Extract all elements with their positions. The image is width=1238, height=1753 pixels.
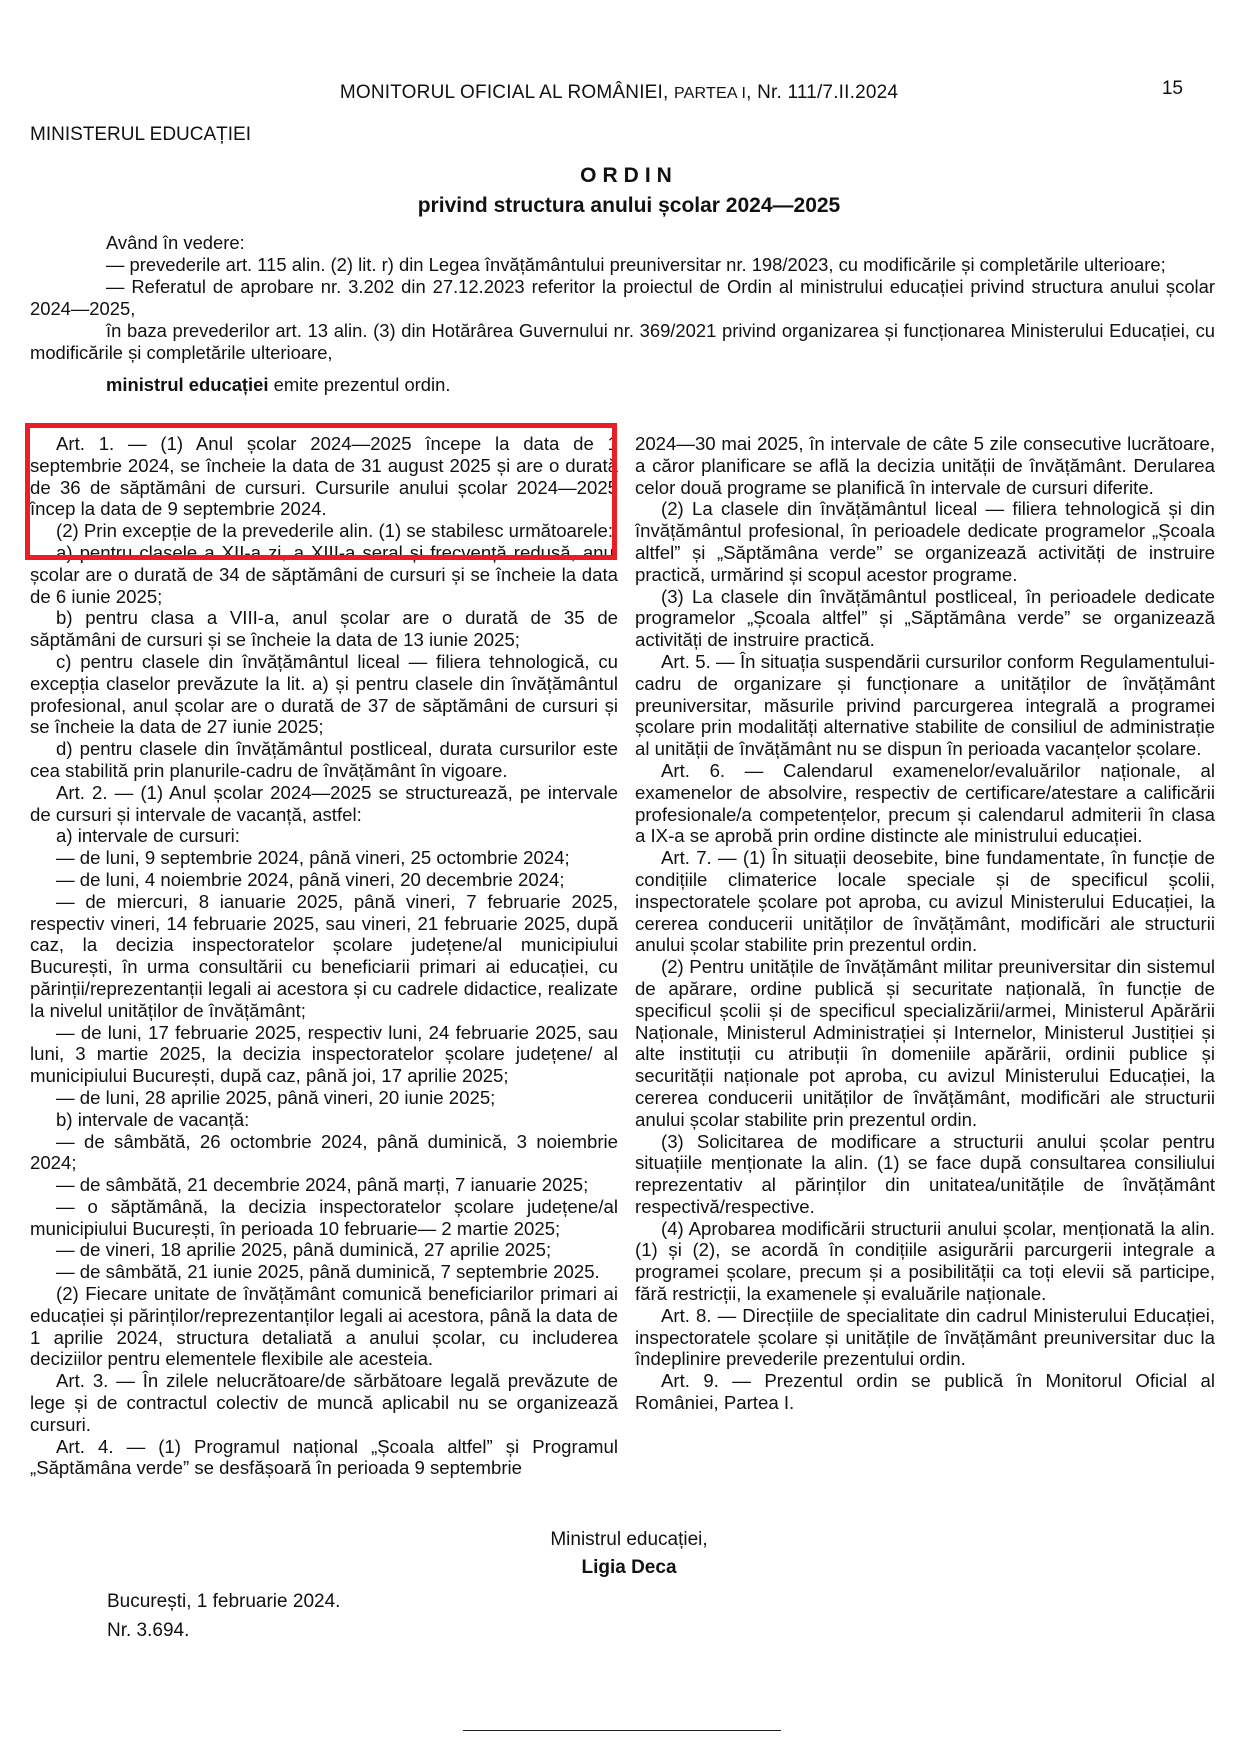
gazette-issue: , Nr. 111/7.II.2024 [746,82,899,103]
paragraph: (4) Aprobarea modificării structurii anului școlar, menționată la alin. (1) și (2), se acordă în condițiile asigurării parcurgerii integrale a programei școlare, precum și a posibilității ca toți elevii să participe, fără restricții, la examenele și evaluările naționale. [635,1217,1215,1305]
paragraph: d) pentru clasele din învățământul postliceal, durata cursurilor este cea stabilită prin planurile-cadru de învățământ în vigoare. [30,738,618,781]
paragraph: Art. 5. — În situația suspendării cursurilor conform Regulamentului-cadru de organizare și funcționare a unităților de învățământ preuniversitar, măsurile privind parcurgerea integrală a programei școlare prin modalități alternative stabilite de consiliul de administrație al unității de învățământ nu se dispun în perioada vacanțelor școlare. [635,650,1215,760]
gazette-title: MONITORUL OFICIAL AL ROMÂNIEI, [339,82,674,103]
paragraph: b) pentru clasa a VIII-a, anul școlar are o durată de 35 de săptămâni de cursuri și se încheie la data de 13 iunie 2025; [30,607,618,651]
paragraph: Art. 7. — (1) În situații deosebite, bine fundamentate, în funcție de condițiile climaterice locale speciale și de specificul școlii, inspectoratele școlare pot aproba, cu avizul Ministerului Educației, la cererea conducerii unităților de învățământ, modificări ale structurii anului școlar stabilite prin prezentul ordin. [635,847,1215,956]
signatory-role: Ministrul educației, [550,1529,708,1550]
paragraph: Art. 3. — În zilele nelucrătoare/de sărbătoare legală prevăzute de lege și de contractul colectiv de muncă aplicabil nu se organizează cursuri. [30,1370,618,1435]
place-date: București, 1 februarie 2024. [107,1591,341,1612]
paragraph: b) intervale de vacanță: [56,1108,250,1130]
paragraph: (2) Pentru unitățile de învățământ militar preuniversitar din sistemul de apărare, ordine publică și securitate națională, în funcție de specificul școlii și de specificul specializării/armei, Ministerul Apărării Naționale, Ministerul Administrației și Internelor, Ministerul Justiției și alte instituții cu atribuții în domeniile apărării, ordinii publice și securității naționale pot aproba, cu avizul Ministerului Educației, la cererea conducerii unităților de învățământ, modificări ale structurii anului școlar stabilite prin prezentul ordin. [635,956,1215,1130]
document-title: ORDIN [580,164,678,187]
document-subtitle: privind structura anului școlar 2024—2025 [417,194,841,217]
preamble-item: — prevederile art. 115 alin. (2) lit. r) din Legea învățământului preuniversitar nr. 198/2023, cu modificările și completările ulterioare; [106,254,1166,275]
preamble [30,232,1215,396]
paragraph: Art. 1. — (1) Anul școlar 2024—2025 începe la data de 1 septembrie 2024, se încheie la data de 31 august 2025 și are o durată de 36 de săptămâni de cursuri. Cursurile anului școlar 2024—2025 încep la data de 9 septembrie 2024. [30,433,618,520]
gazette-part: PARTEA I [674,85,747,102]
paragraph: — de sâmbătă, 26 octombrie 2024, până duminică, 3 noiembrie 2024; [30,1130,618,1174]
minister-bold: ministrul educației [106,374,269,395]
paragraph: (2) La clasele din învățământul liceal — filiera tehnologică și din învățământul profesional, în perioadele dedicate programelor „Școala altfel” și „Săptămâna verde” se organizează activități de instruire practică, urmărind și scopul acestor programe. [635,498,1215,585]
page-number: 15 [1161,78,1183,99]
paragraph: Art. 8. — Direcțiile de specialitate din cadrul Ministerului Educației, inspectoratele școlare și unitățile de învățământ preuniversitar duc la îndeplinire prevederile prezentului ordin. [635,1304,1215,1370]
signatory-name: Ligia Deca [581,1557,677,1578]
paragraph: — de luni, 9 septembrie 2024, până vineri, 25 octombrie 2024; [56,847,570,869]
paragraph: c) pentru clasele din învățământul liceal — filiera tehnologică, cu excepția claselor prevăzute la lit. a) și pentru clasele din învățământul profesional, anul școlar are o durată de 37 de săptămâni de cursuri și se încheie la data de 27 iunie 2025; [30,650,618,738]
paragraph: Art. 4. — (1) Programul național „Școala altfel” și Programul „Săptămâna verde” se desfășoară în perioada 9 septembrie [30,1435,618,1479]
preamble-emit [30,374,1215,396]
paragraph: a) intervale de cursuri: [56,825,240,847]
preamble-item: — Referatul de aprobare nr. 3.202 din 27.12.2023 referitor la proiectul de Ordin al ministrului educației privind structura anului școlar 2024—2025, [30,276,1215,319]
left-column [30,433,618,1479]
signature-block [0,1526,1238,1582]
paragraph: — de sâmbătă, 21 iunie 2025, până duminică, 7 septembrie 2025. [56,1261,600,1283]
paragraph: (3) Solicitarea de modificare a structurii anului școlar pentru situațiile menționate la alin. (1) se face după consultarea consiliului reprezentativ al părinților din unitatea/unitățile de învățământ respectivă/respective. [635,1130,1215,1217]
preamble-item: în baza prevederilor art. 13 alin. (3) din Hotărârea Guvernului nr. 369/2021 privind organizarea și funcționarea Ministerului Educației, cu modificările și completările ulterioare, [30,320,1215,363]
paragraph: Art. 2. — (1) Anul școlar 2024—2025 se structurează, pe intervale de cursuri și intervale de vacanță, astfel: [30,781,618,825]
paragraph: — de sâmbătă, 21 decembrie 2024, până marți, 7 ianuarie 2025; [56,1174,589,1196]
paragraph: — de miercuri, 8 ianuarie 2025, până vineri, 7 februarie 2025, respectiv vineri, 14 februarie 2025, sau vineri, 21 februarie 2025, după caz, la decizia inspectoratelor școlare județene/al municipiului București, în urma consultării cu beneficiarii primari ai educației, cu părinții/reprezentanții legali ai acestora și cu cadrele didactice, realizate la nivelul unităților de învățământ; [30,890,618,1021]
paragraph: Art. 9. — Prezentul ordin se publică în Monitorul Oficial al României, Partea I. [635,1370,1215,1414]
paragraph: (3) La clasele din învățământul postliceal, în perioadele dedicate programelor „Școala altfel” și „Săptămâna verde” se organizează activități de instruire practică. [635,585,1215,651]
footer-divider [463,1730,781,1731]
highlight-box [25,423,617,560]
order-number: Nr. 3.694. [107,1620,190,1641]
right-column [635,433,1215,1414]
paragraph: 2024—30 mai 2025, în intervale de câte 5 zile consecutive lucrătoare, a căror planificare se află la decizia unității de învățământ. Derularea celor două programe se planifică în intervale de cursuri diferite. [635,433,1215,498]
paragraph: — de luni, 28 aprilie 2025, până vineri, 20 iunie 2025; [56,1086,496,1108]
gazette-header [0,82,1238,104]
paragraph: Art. 6. — Calendarul examenelor/evaluărilor naționale, al examenelor de absolvire, respectiv de certificare/atestare a calificării profesionale/a competențelor, precum și calendarul admiterii în clasa a IX-a se aprobă prin ordine distincte ale ministrului educației. [635,759,1215,847]
paragraph: a) pentru clasele a XII-a zi, a XIII-a seral și frecvență redusă, anul școlar are o durată de 34 de săptămâni de cursuri și se încheie la data de 6 iunie 2025; [30,541,618,607]
place-date-block [107,1587,340,1645]
paragraph: — de vineri, 18 aprilie 2025, până duminică, 27 aprilie 2025; [56,1239,552,1261]
issuing-ministry: MINISTERUL EDUCAȚIEI [30,124,251,145]
emit-text: emite prezentul ordin. [268,374,451,395]
paragraph: — o săptămână, la decizia inspectoratelor școlare județene/al municipiului București, în perioada 10 februarie— 2 martie 2025; [30,1195,618,1239]
paragraph: (2) Prin excepție de la prevederile alin. (1) se stabilesc următoarele: [56,520,614,542]
paragraph: — de luni, 4 noiembrie 2024, până vineri, 20 decembrie 2024; [56,868,565,890]
paragraph: — de luni, 17 februarie 2025, respectiv luni, 24 februarie 2025, sau luni, 3 martie 2025, la decizia inspectoratelor școlare județene/ al municipiului București, după caz, până joi, 17 aprilie 2025; [30,1021,618,1087]
preamble-intro: Având în vedere: [106,232,245,253]
paragraph: (2) Fiecare unitate de învățământ comunică beneficiarilor primari ai educației și părinților/reprezentanților legali ai acestora, până la data de 1 aprilie 2024, structura detaliată a anului școlar, cu includerea deciziilor pentru elementele flexibile ale acesteia. [30,1283,618,1370]
